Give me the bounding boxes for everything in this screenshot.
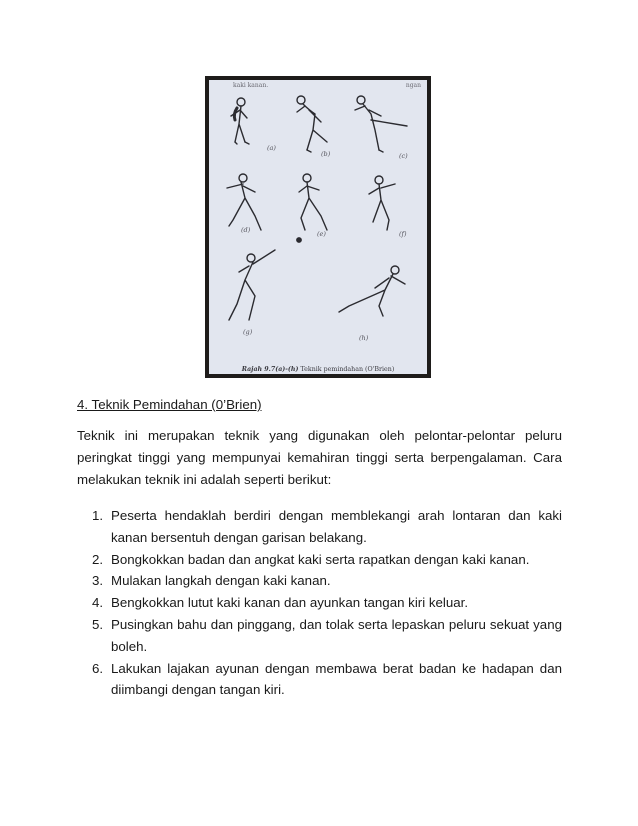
panel-label-e: (e) (317, 230, 326, 238)
panel-label-g: (g) (243, 328, 253, 336)
list-item-text: Peserta hendaklah berdiri dengan memblekangi arah lontaran dan kaki kanan bersentuh dengan garisan belakang. (111, 508, 562, 545)
illustration-photo (209, 80, 427, 374)
figure-caption (209, 366, 427, 373)
figure-a (231, 98, 249, 144)
panel-label-f: (f) (399, 230, 407, 238)
list-item-number: 1. (92, 508, 104, 523)
section-heading: 4. Teknik Pemindahan (0’Brien) (77, 397, 262, 412)
figure-e (299, 174, 327, 230)
scan-fragment-text-right: ngan (405, 82, 421, 89)
panel-label-c: (c) (399, 152, 408, 160)
list-item-number: 5. (92, 616, 104, 632)
list-item-number: 4. (92, 595, 104, 611)
list-item (77, 505, 562, 549)
figure-b (297, 96, 327, 152)
figure-d (227, 174, 261, 230)
steps-list (77, 505, 562, 701)
figure-h (339, 266, 405, 316)
list-item-text: Pusingkan bahu dan pinggang, dan tolak serta lepaskan peluru sekuat yang boleh. (111, 616, 562, 654)
figure-caption-label: Rajah 9.7(a)-(h) (241, 366, 299, 373)
list-item-text: Bengkokkan lutut kaki kanan dan ayunkan tangan kiri keluar. (111, 595, 469, 611)
figure-g (229, 238, 301, 320)
list-item (77, 592, 562, 614)
scan-fragment-text: kaki kanan. (233, 82, 269, 89)
shot-put-illustration (205, 76, 431, 378)
list-item (77, 570, 562, 592)
list-item-number: 3. (92, 573, 104, 589)
list-item (77, 549, 562, 571)
list-item-number: 2. (92, 551, 104, 567)
panel-label-b: (b) (321, 150, 331, 158)
panel-label-a: (a) (267, 144, 276, 152)
athlete-sequence-drawing (209, 80, 427, 374)
panel-label-h: (h) (359, 334, 369, 342)
list-item (77, 658, 562, 702)
list-item-text: Mulakan langkah dengan kaki kanan. (111, 573, 331, 589)
list-item-number: 6. (92, 660, 104, 676)
list-item-text: Bongkokkan badan dan angkat kaki serta rapatkan dengan kaki kanan. (111, 551, 530, 567)
panel-label-d: (d) (241, 226, 251, 234)
list-item-text: Lakukan lajakan ayunan dengan membawa berat badan ke hadapan dan diimbangi dengan tangan kiri. (111, 660, 562, 698)
figure-c (355, 96, 407, 152)
intro-paragraph: Teknik ini merupakan teknik yang digunakan oleh pelontar-pelontar peluru peringkat tinggi yang mempunyai kemahiran tinggi serta berpengalaman. Cara melakukan teknik ini adalah seperti berikut: (77, 428, 562, 487)
list-item (77, 614, 562, 658)
figure-f (369, 176, 395, 230)
figure-caption-text: Teknik pemindahan (O'Brien) (300, 366, 395, 373)
